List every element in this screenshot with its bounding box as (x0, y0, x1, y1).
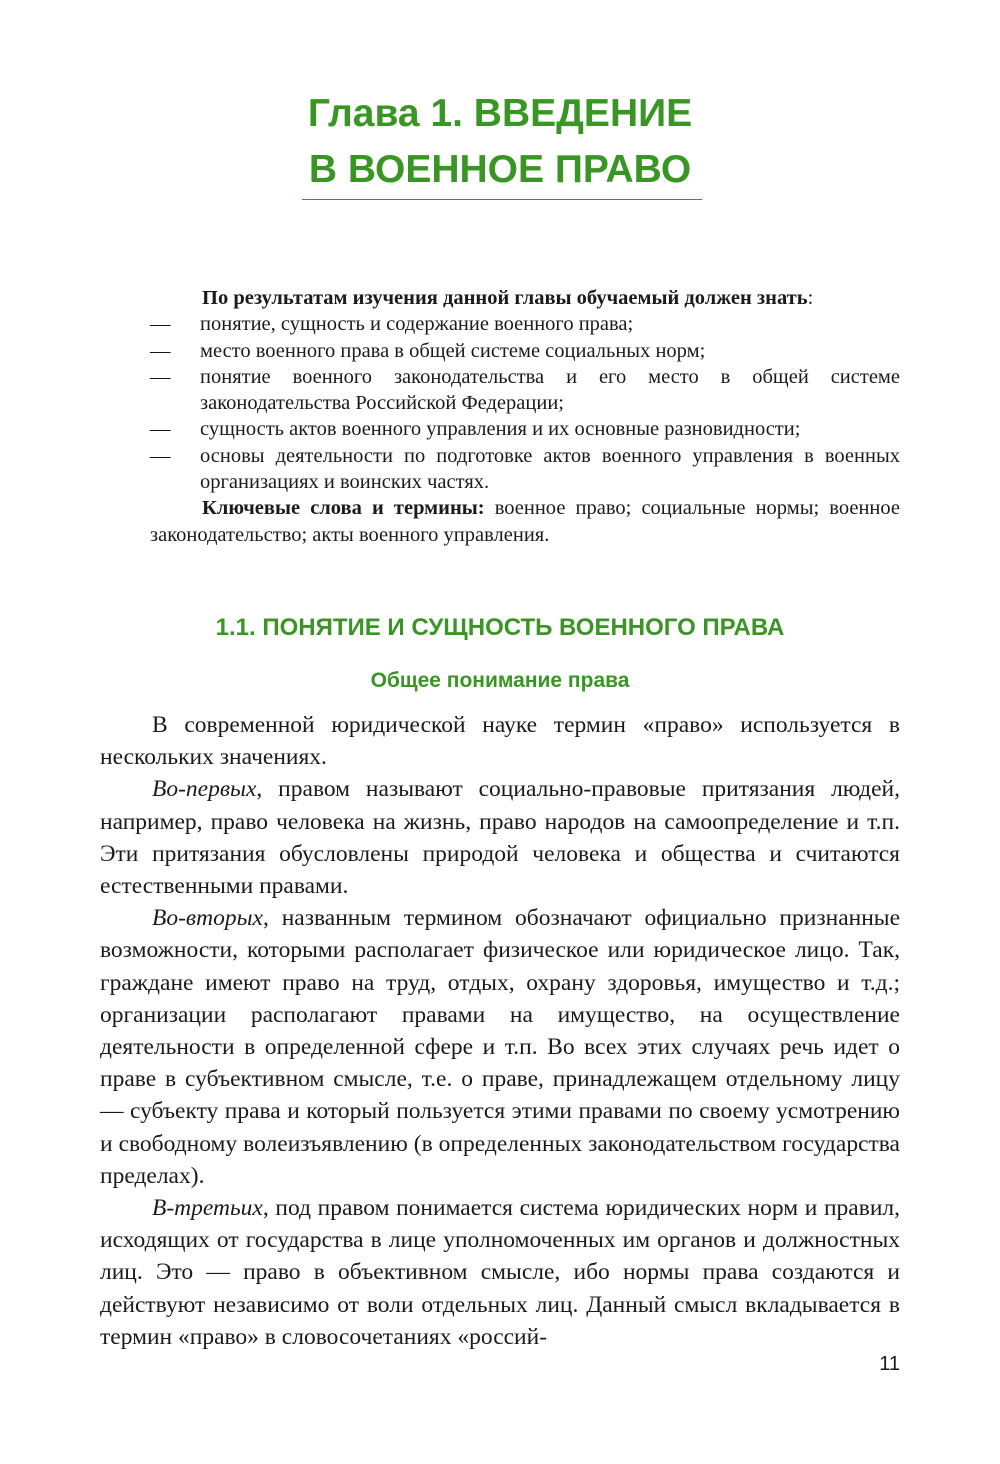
list-dash: — (150, 365, 171, 388)
paragraph-4-text: , под правом понимается система юридических норм и правил, исходящих от государства в лице уполномоченных им органов и должностных лиц. Это — право в объективном смысле, ибо нормы права создаются и действуют независимо от воли отдельных лиц. Данный смысл вкладывается в термин «право» в словосочетаниях «россий- (100, 1195, 900, 1350)
body-text (100, 709, 900, 1353)
list-dash: — (150, 313, 171, 336)
list-item (150, 416, 900, 442)
list-dash: — (150, 444, 171, 467)
list-item-text: сущность актов военного управления и их основные разновидности; (200, 418, 801, 441)
subsection-title: Общее понимание права (370, 669, 630, 692)
list-item-text: место военного права в общей системе социальных норм; (200, 339, 706, 362)
list-dash: — (150, 339, 171, 362)
objectives-intro (150, 285, 900, 311)
list-item (150, 443, 900, 496)
paragraph-4 (100, 1192, 900, 1353)
paragraph-3-text: , названным термином обозначают официально признанные возможности, которыми располагает физическое или юридическое лицо. Так, граждане имеют право на труд, отдых, охрану здоровья, имущество и т.д.; организации располагают правами на имущество, на осуществление деятельности в определенной сфере и т.п. Во всех этих случаях речь идет о праве в субъективном смысле, т.е. о праве, принадлежащем отдельному лицу — субъекту права и который пользуется этими правами по своему усмотрению и свободному волеизъявлению (в определенных законодательством государства пределах). (100, 905, 900, 1189)
list-item-text: понятие, сущность и содержание военного права; (200, 313, 634, 336)
chapter-title (0, 86, 1000, 198)
page-number: 11 (879, 1353, 900, 1375)
paragraph-2-emphasis: Во-первых (152, 776, 257, 803)
list-item-text: основы деятельности по подготовке актов военного управления в военных организациях и воинских частях. (200, 444, 900, 494)
keywords-paragraph (150, 495, 900, 548)
keywords-label: Ключевые слова и термины: (202, 497, 485, 520)
paragraph-1: В современной юридической науке термин «право» используется в нескольких значениях. (100, 712, 900, 771)
objectives-intro-colon: : (807, 287, 814, 309)
list-item (150, 338, 900, 364)
paragraph-3 (100, 902, 900, 1192)
keywords-text: военное право; социальные нормы; военное законодательство; акты военного управления. (150, 497, 900, 546)
objectives-intro-bold: По результатам изучения данной главы обучаемый должен знать (202, 287, 808, 309)
list-dash: — (150, 418, 171, 441)
list-item-text: понятие военного законодательства и его место в общей системе законодательства Российской Федерации; (200, 365, 900, 415)
paragraph-2-text: , правом называют социально-правовые притязания людей, например, право человека на жизнь, право народов на самоопределение и т.п. Эти притязания обусловлены природой человека и общества и считаются естественными правами. (100, 776, 900, 900)
objectives-list (150, 311, 900, 495)
section-title: 1.1. ПОНЯТИЕ И СУЩНОСТЬ ВОЕННОГО ПРАВА (215, 614, 785, 641)
paragraph-4-emphasis: В-третьих (152, 1195, 263, 1222)
chapter-title-line-2: В ВОЕННОЕ ПРАВО (308, 148, 692, 191)
paragraph-3-emphasis: Во-вторых (152, 905, 263, 932)
paragraph-2 (100, 773, 900, 902)
list-item (150, 311, 900, 337)
learning-objectives (150, 285, 900, 548)
chapter-title-line-1: Глава 1. ВВЕДЕНИЕ (307, 92, 693, 135)
list-item (150, 364, 900, 417)
chapter-title-underline (302, 199, 702, 200)
